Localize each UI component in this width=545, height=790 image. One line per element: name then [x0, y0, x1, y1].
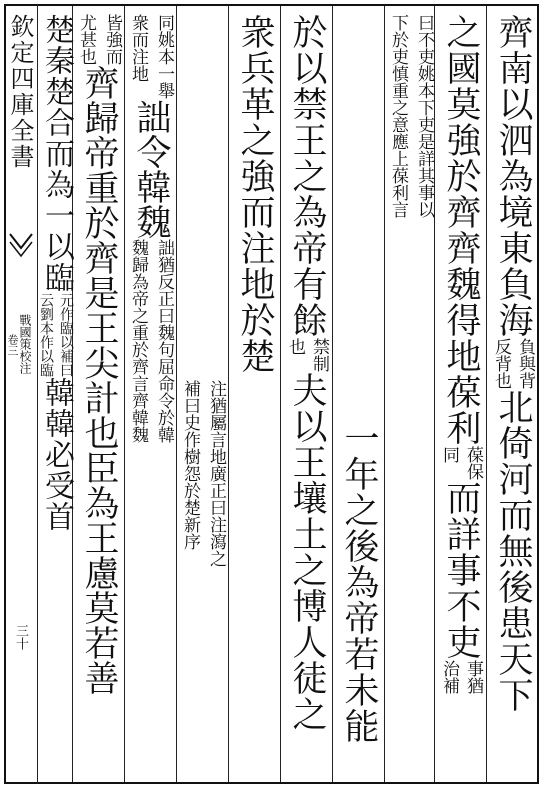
note-text: 葆保	[463, 446, 483, 480]
note-text: 同姚本一舉	[154, 14, 174, 99]
column-rule	[384, 6, 385, 782]
text-column-6	[232, 14, 278, 774]
note-text: 負與背	[515, 338, 535, 389]
main-text: 之國莫強於齊齊魏得地葆利	[441, 14, 481, 446]
column-rule	[176, 6, 177, 782]
fish-tail-icon	[8, 232, 34, 264]
main-text: 齊歸帝重於齊是王尖計也臣為王慮莫若善	[79, 65, 119, 695]
note-text: 魏歸為帝之重於齊言齊韓魏	[128, 239, 148, 443]
note-text: 曰不吏姚本下吏是詳其事以	[414, 14, 434, 218]
text-column-8	[128, 14, 174, 774]
main-text: 楚秦楚合而為一以臨	[39, 14, 74, 293]
note-text: 反背也	[491, 338, 511, 389]
note-text: 尤甚也	[76, 14, 96, 65]
note-text: 云劉本作以臨	[38, 293, 54, 377]
column-rule	[280, 6, 281, 782]
note-text: 治補	[439, 660, 459, 694]
text-column-2	[438, 14, 484, 774]
main-text: 北倚河而無後患天下	[493, 389, 533, 713]
collection-title: 欽定四庫全書	[6, 14, 34, 170]
page-number: 三十	[13, 624, 28, 650]
book-title: 戰國策校注	[18, 314, 32, 374]
main-text: 韓韓必受首	[39, 377, 74, 532]
main-text: 一年之後為帝若未能	[339, 420, 379, 744]
text-column-10	[40, 14, 72, 774]
column-rule	[124, 6, 125, 782]
main-text: 齊南以泗為境東負海	[493, 14, 533, 338]
note-text: 同	[439, 446, 459, 463]
text-column-7	[180, 380, 226, 770]
column-rule	[228, 6, 229, 782]
note-text: 皆強而	[102, 14, 122, 65]
note-text: 下於吏慎重之意應上葆利言	[388, 14, 408, 218]
text-column-1	[490, 14, 536, 774]
note-text: 衆而注地	[128, 14, 148, 82]
note-text: 也	[285, 338, 305, 355]
text-column-4	[336, 420, 382, 770]
main-text: 詘令韓魏	[131, 99, 171, 239]
column-rule	[332, 6, 333, 782]
note-text: 補曰史作樹怨於楚新序	[180, 380, 200, 550]
text-column-5	[284, 14, 330, 774]
main-text: 於以禁王之為帝有餘	[287, 14, 327, 338]
page-margin	[4, 4, 38, 784]
note-text: 禁制	[309, 338, 329, 372]
text-column-9	[76, 14, 122, 774]
text-column-3	[388, 14, 434, 774]
note-text: 詘猶反正曰魏句屈命令於韓	[154, 239, 174, 443]
column-rule	[486, 6, 487, 782]
note-text: 注猶屬言地廣正曰注瀉之	[206, 380, 226, 567]
main-text: 夫以王壤土之博人徒之	[287, 372, 327, 732]
main-text: 而詳事不吏	[441, 480, 481, 660]
main-text: 衆兵革之強而注地於楚	[235, 14, 275, 374]
volume-label: 卷三	[6, 334, 19, 356]
note-text: 事猶	[463, 660, 483, 694]
note-text: 元作臨以補曰	[58, 293, 74, 377]
